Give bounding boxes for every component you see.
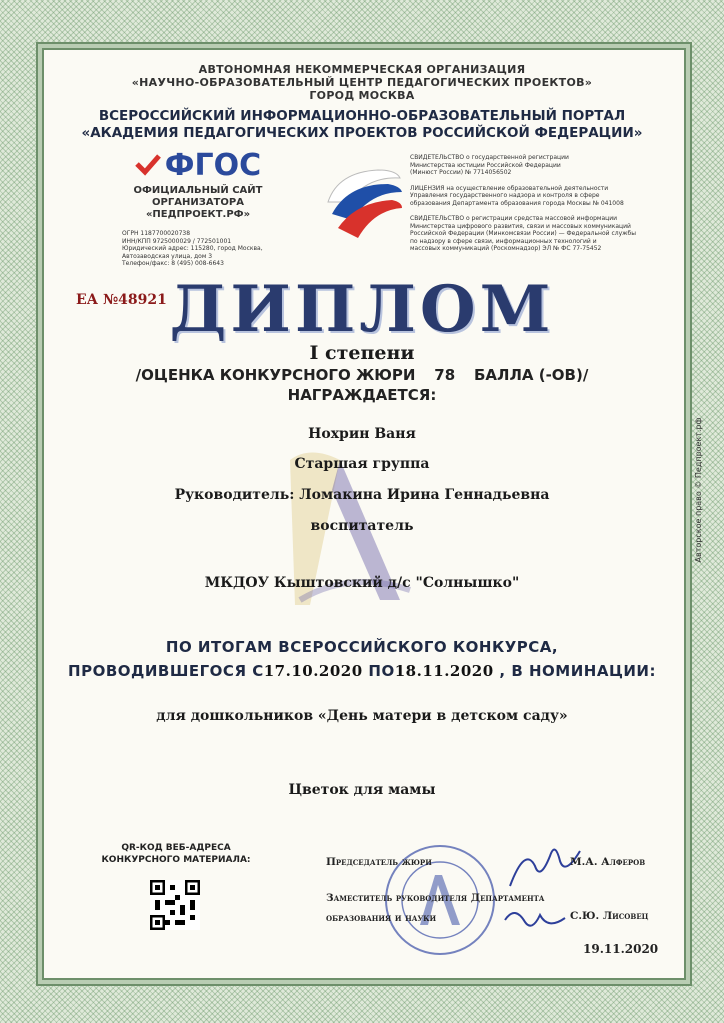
chair-name: М.А. Алферов (570, 856, 646, 868)
contest-date-to: 18.11.2020 (394, 662, 494, 680)
license-title: ЛИЦЕНЗИЯ на осуществление образовательной деятельности (410, 184, 609, 192)
jury-score-line (0, 366, 724, 384)
media-cert-title: СВИДЕТЕЛЬСТВО о регистрации средства массовой информации (410, 215, 618, 222)
inn-kpp: ИНН/КПП 9725000029 / 772501001 (122, 237, 232, 245)
official-site-label: ОФИЦИАЛЬНЫЙ САЙТ (133, 185, 263, 196)
media-cert-line3: Российской Федерации (Минкомсвязи России) — Федеральной службы (410, 230, 636, 237)
institution: МКДОУ Кыштовский д/с "Солнышко" (204, 575, 520, 591)
pedproekt-label: «ПЕДПРОЕКТ.РФ» (145, 209, 251, 220)
diploma-title: ДИПЛОМ (169, 272, 555, 347)
contest-line-1: ПО ИТОГАМ ВСЕРОССИЙСКОГО КОНКУРСА, (165, 638, 559, 656)
registration-number: ЕА №48921 (76, 292, 167, 308)
nomination: для дошкольников «День матери в детском саду» (156, 708, 568, 724)
cert-1-line2: Министерства юстиции Российской Федерации (410, 161, 561, 169)
media-cert-line2: Министерства цифрового развития, связи и массовых коммуникаций (410, 222, 631, 230)
license-line3: образования Департамента образования города Москвы № 041008 (410, 199, 624, 207)
media-cert-line4: по надзору в сфере связи, информационных технологий и (410, 237, 597, 245)
chair-label: Председатель жюри (326, 856, 432, 868)
recipient-name: Нохрин Ваня (308, 426, 416, 442)
deputy-signature-icon (500, 900, 570, 936)
flag-emblem-icon (318, 162, 404, 242)
contest-from-label: ПРОВОДИВШЕГОСЯ С (68, 662, 264, 680)
fgos-logo-block (118, 148, 278, 221)
work-title: Цветок для мамы (288, 782, 436, 798)
deputy-label-1: Заместитель руководителя Департамента (326, 892, 545, 904)
supervisor-position: воспитатель (310, 518, 414, 534)
portal-title: ВСЕРОССИЙСКИЙ ИНФОРМАЦИОННО-ОБРАЗОВАТЕЛЬНЫЙ ПОРТАЛ (98, 108, 626, 124)
awarded-label: НАГРАЖДАЕТСЯ: (287, 386, 437, 404)
deputy-name: С.Ю. Лисовец (570, 910, 649, 922)
contest-line-2 (0, 662, 724, 680)
qr-label-line1: QR-КОД ВЕБ-АДРЕСА (121, 843, 231, 853)
org-city: ГОРОД МОСКВА (309, 89, 415, 102)
issue-date: 19.11.2020 (583, 942, 659, 956)
portal-header (0, 108, 724, 142)
fgos-logo-text: ФГОС (164, 148, 262, 183)
fgos-check-icon (135, 154, 161, 178)
registration-info (410, 154, 650, 253)
org-header (0, 63, 724, 102)
deputy-label-2: образования и науки (326, 912, 437, 924)
address-1: Юридический адрес: 115280, город Москва, (122, 245, 263, 252)
jury-suffix: БАЛЛА (-ОВ)/ (473, 366, 589, 384)
recipient-group: Старшая группа (294, 456, 430, 472)
requisites (122, 230, 292, 268)
ogrn: ОГРН 1187700020738 (122, 230, 191, 237)
media-cert-line5: массовых коммуникаций (Роскомнадзор) ЭЛ № ФС 77-75452 (410, 245, 602, 252)
degree: I степени (309, 342, 415, 364)
portal-name: «АКАДЕМИЯ ПЕДАГОГИЧЕСКИХ ПРОЕКТОВ РОССИЙСКОЙ ФЕДЕРАЦИИ» (81, 125, 643, 141)
organizer-label: ОРГАНИЗАТОРА (152, 197, 244, 208)
qr-label-line2: КОНКУРСНОГО МАТЕРИАЛА: (101, 855, 251, 865)
jury-prefix: /ОЦЕНКА КОНКУРСНОГО ЖЮРИ (135, 366, 416, 384)
org-name: «НАУЧНО-ОБРАЗОВАТЕЛЬНЫЙ ЦЕНТР ПЕДАГОГИЧЕСКИХ ПРОЕКТОВ» (131, 76, 593, 89)
contest-to-label: ПО (368, 662, 395, 680)
contest-nomination-label: , В НОМИНАЦИИ: (499, 662, 656, 680)
qr-label (86, 842, 266, 866)
qr-code-icon[interactable] (150, 880, 200, 930)
license-line2: Управления государственного надзора и контроля в сфере (410, 192, 600, 199)
address-2: Автозаводская улица, дом 3 (122, 252, 213, 260)
supervisor: Руководитель: Ломакина Ирина Геннадьевна (174, 487, 550, 503)
cert-1-line3: (Минюст России) № 7714056502 (410, 169, 512, 176)
copyright-text: Авторское право © Педпроект.рф (694, 417, 703, 563)
jury-score: 78 (434, 366, 456, 384)
org-type: АВТОНОМНАЯ НЕКОММЕРЧЕСКАЯ ОРГАНИЗАЦИЯ (198, 63, 526, 76)
phone: Телефон/факс: 8 (495) 008-6643 (122, 260, 224, 267)
contest-date-from: 17.10.2020 (263, 662, 363, 680)
cert-1-title: СВИДЕТЕЛЬСТВО о государственной регистрации (410, 154, 569, 161)
